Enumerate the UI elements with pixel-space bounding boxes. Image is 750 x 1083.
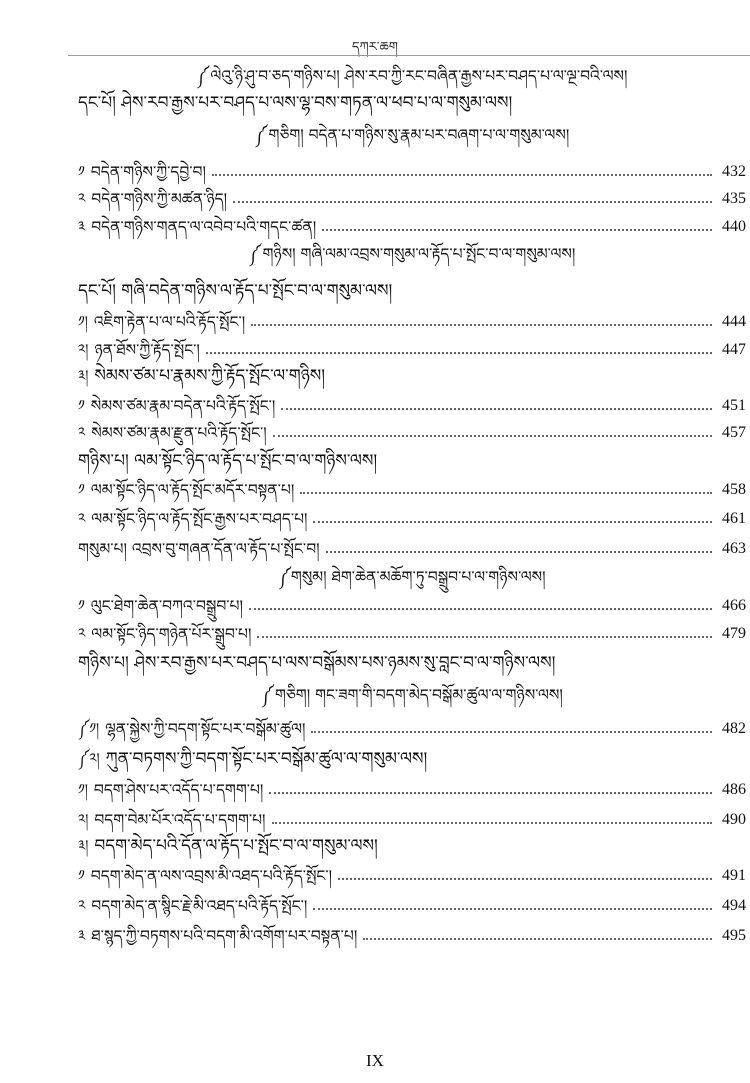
page-number-roman: IX bbox=[366, 1051, 384, 1070]
toc-entry-marker: ༡ bbox=[78, 398, 85, 414]
toc-entry-label: ལུང་ཐེག་ཆེན་བཀའ་བསྒྲུབ་པ། bbox=[90, 597, 243, 615]
toc-entry-marker: ༣། bbox=[78, 838, 89, 854]
toc-entry-label: བདེན་གཉིས་ཀྱི་མཚན་ཉིད། bbox=[91, 190, 228, 208]
toc-entry-label: གསུམ་པ། འབྲས་བུ་གཞན་དོན་ལ་རྟོད་པ་སྤོང་བ། bbox=[78, 540, 320, 558]
toc-entry-marker: ༢ bbox=[78, 511, 86, 527]
toc-entry-label: ༼གསུམ། ཐེག་ཆེན་མཆོག་ཏུ་བསྒྲུབ་པ་ལ་གཉིས་ལས། bbox=[278, 568, 546, 586]
toc-page-number: 495 bbox=[722, 927, 746, 944]
toc-page-number: 440 bbox=[722, 218, 746, 235]
toc-entry bbox=[78, 306, 746, 332]
toc-section-heading bbox=[78, 679, 746, 705]
toc-entry-marker: ༡། bbox=[78, 782, 88, 798]
toc-section-heading bbox=[78, 119, 746, 145]
toc-page-number: 458 bbox=[722, 481, 746, 498]
toc-entry-marker: ༢ bbox=[78, 898, 86, 914]
toc-entry-marker: ༢ bbox=[78, 425, 86, 441]
toc-entry bbox=[78, 920, 746, 946]
toc-page-number: 486 bbox=[722, 781, 746, 798]
toc-section-heading bbox=[78, 60, 746, 86]
toc-entry-label: དང་པོ། གཞི་བདེན་གཉིས་ལ་རྟོད་པ་སྤོང་བ་ལ་གསུམ་ལས། bbox=[78, 281, 393, 301]
toc-entry bbox=[78, 156, 746, 182]
toc-entry-label: བདག་མེད་པའི་དོན་ལ་རྟོད་པ་སྤོང་བ་ལ་གསུམ་ལས། bbox=[94, 836, 378, 856]
toc-entry bbox=[78, 774, 746, 800]
toc-entry-marker: ༼༡། bbox=[78, 721, 100, 737]
dot-leader bbox=[249, 608, 712, 610]
toc-entry-label: ༼གཅིག། གང་ཟག་གི་བདག་མེད་བསྒོམ་ཚུལ་ལ་གཉིས་ལས། bbox=[261, 686, 563, 704]
toc-entry-marker: ༢ bbox=[78, 191, 86, 207]
toc-entry-label: བདེན་གཉིས་ཀྱི་དབྱེ་བ། bbox=[90, 163, 206, 181]
toc-heading bbox=[78, 275, 746, 301]
dot-leader bbox=[313, 521, 712, 523]
dot-leader bbox=[311, 731, 712, 733]
toc-entry bbox=[78, 804, 746, 830]
toc-page-number: 494 bbox=[722, 897, 746, 914]
toc-entry-label: བདག་བེམ་པོར་འདོད་པ་དགག་པ། bbox=[94, 811, 266, 829]
toc-heading bbox=[78, 647, 746, 673]
toc-entry bbox=[78, 390, 746, 416]
toc-heading bbox=[78, 830, 746, 856]
dot-leader bbox=[338, 878, 712, 880]
toc-page-number: 451 bbox=[722, 397, 746, 414]
toc-entry-label: བདག་མེད་ན་སྙིང་རྗེ་མི་འཐད་པའི་རྟོད་སྤོང་། bbox=[91, 897, 308, 915]
toc-page-number: 466 bbox=[722, 597, 746, 614]
toc-entry-label: བདག་མེད་ན་ལས་འབྲས་མི་འཐད་པའི་རྟོད་སྤོང་། bbox=[90, 867, 333, 885]
toc-entry-label: ༼གཅིག། བདེན་པ་གཉིས་སུ་རྣམ་པར་བཞག་པ་ལ་གསུམ་ལས། bbox=[254, 126, 570, 144]
toc-entry bbox=[78, 334, 746, 360]
dot-leader bbox=[273, 435, 712, 437]
toc-entry-marker: ༡ bbox=[78, 164, 85, 180]
dot-leader bbox=[257, 636, 712, 638]
toc-entry-marker: ༡ bbox=[78, 482, 85, 498]
toc-entry-marker: ༣ bbox=[78, 219, 86, 235]
toc-entry-marker: ༡ bbox=[78, 868, 85, 884]
toc-section-heading bbox=[78, 561, 746, 587]
dot-leader bbox=[281, 408, 712, 410]
toc-entry-marker: ༢། bbox=[78, 342, 89, 358]
toc-entry-label: དང་པོ། ཤེས་རབ་རྒྱས་པར་བཤད་པ་ལས་ལྷ་བས་གཏན་ལ་ཕབ་པ་ལ་གསུམ་ལས། bbox=[78, 93, 513, 113]
toc-page-number: 482 bbox=[722, 720, 746, 737]
toc-entry-marker: ༣ bbox=[78, 928, 86, 944]
toc-entry bbox=[78, 860, 746, 886]
toc-entry bbox=[78, 211, 746, 237]
toc-entry bbox=[78, 618, 746, 644]
toc-entry-label: ཀུན་བཏགས་ཀྱི་བདག་སྟོང་པར་བསྒོམ་ཚུལ་ལ་གསུམ་ལས། bbox=[105, 749, 428, 769]
toc-entry-label: ལྷན་སྐྱེས་ཀྱི་བདག་སྟོང་པར་བསྒོམ་ཚུལ། bbox=[105, 720, 306, 738]
dot-leader bbox=[313, 908, 712, 910]
toc-entry-marker: ༢། bbox=[78, 812, 89, 828]
toc-entry bbox=[78, 183, 746, 209]
dot-leader bbox=[251, 324, 712, 326]
toc-entry-label: བདག་ཤེས་པར་འདོད་པ་དགག་པ། bbox=[93, 781, 264, 799]
toc-page-number: 435 bbox=[722, 190, 746, 207]
toc-entry-label: སེམས་ཙམ་རྣམ་རྫུན་པའི་རྟོད་སྤོང་། bbox=[91, 424, 267, 442]
toc-entry-marker: ༣། bbox=[78, 368, 89, 384]
page-header: དཀར་ཆག bbox=[352, 40, 398, 55]
toc-entry-label: སེམས་ཙམ་རྣམ་བདེན་པའི་རྟོད་སྤོང་། bbox=[90, 397, 276, 415]
toc-heading bbox=[78, 743, 746, 769]
dot-leader bbox=[300, 492, 712, 494]
dot-leader bbox=[212, 174, 712, 176]
toc-entry-marker: ༡། bbox=[78, 314, 88, 330]
toc-entry-label: ལམ་སྟོང་ཉིད་ལ་རྟོད་སྤོང་རྒྱས་པར་བཤད་པ། bbox=[91, 510, 308, 528]
toc-entry-marker: ༢ bbox=[78, 626, 86, 642]
toc-entry-label: ༼གཉིས། གཞི་ལམ་འབྲས་གསུམ་ལ་རྟོད་པ་སྤོང་བ་ལ་གསུམ་ལས། bbox=[248, 245, 576, 263]
toc-section-heading bbox=[78, 238, 746, 264]
toc-entry-label: ལམ་སྟོང་ཉིད་གཉེན་པོར་སྒྲུབ་པ། bbox=[91, 625, 252, 643]
header-rule bbox=[68, 55, 750, 56]
toc-entry-label: གཉིས་པ། ཤེས་རབ་རྒྱས་པར་བཤད་པ་ལས་བསྒོམས་པས་ཉམས་སུ་བླང་བ་ལ་གཉིས་ལས། bbox=[78, 653, 556, 673]
toc-page-number: 461 bbox=[722, 510, 746, 527]
toc-page-number: 463 bbox=[722, 540, 746, 557]
toc-entry-marker: ༼༢། bbox=[78, 751, 100, 767]
toc-entry bbox=[78, 417, 746, 443]
toc-page-number: 490 bbox=[722, 811, 746, 828]
toc-entry bbox=[78, 503, 746, 529]
toc-entry-label: ༼ལེའུ་ཉི་ཤུ་བ་ཅད་གཉིས་པ། ཤེས་རབ་ཀྱི་རང་བཞིན་རྒྱས་པར་བཤད་པ་ལ་ལྔ་བའི་ལས། bbox=[196, 67, 628, 85]
toc-heading bbox=[78, 445, 746, 471]
toc-entry-label: གཉིས་པ། ལམ་སྟོང་ཉིད་ལ་རྟོད་པ་སྤོང་བ་ལ་གཉིས་ལས། bbox=[78, 451, 378, 471]
toc-page-number: 479 bbox=[722, 625, 746, 642]
dot-leader bbox=[233, 201, 712, 203]
toc-entry-label: འཇིག་རྟེན་པ་ལ་པའི་རྟོད་སྤོང་། bbox=[93, 313, 246, 331]
toc-page-number: 432 bbox=[722, 163, 746, 180]
toc-page-number: 447 bbox=[722, 341, 746, 358]
dot-leader bbox=[269, 792, 712, 794]
dot-leader bbox=[322, 229, 712, 231]
toc-entry-label: ལམ་སྟོང་ཉིད་ལ་རྟོད་སྤོང་མདོར་བསྟན་པ། bbox=[90, 481, 295, 499]
dot-leader bbox=[272, 822, 713, 824]
toc-page-number: 491 bbox=[722, 867, 746, 884]
toc-entry bbox=[78, 890, 746, 916]
toc-entry-marker: ༡ bbox=[78, 598, 85, 614]
toc-heading bbox=[78, 360, 746, 386]
dot-leader bbox=[326, 551, 712, 553]
dot-leader bbox=[206, 352, 712, 354]
toc-entry bbox=[78, 713, 746, 739]
toc-entry bbox=[78, 474, 746, 500]
toc-entry bbox=[78, 590, 746, 616]
dot-leader bbox=[363, 938, 712, 940]
toc-entry-label: བདེན་གཉིས་གནད་ལ་འབེབ་པའི་གདང་ཚན། bbox=[91, 218, 317, 236]
toc-entry-label: ཐ་སྙད་ཀྱི་བཏགས་པའི་བདག་མི་འགོག་པར་བསྟན་པ། bbox=[91, 927, 358, 945]
toc-entry-label: སེམས་ཙམ་པ་རྣམས་ཀྱི་རྟོད་སྤོང་ལ་གཉིས། bbox=[94, 366, 326, 386]
toc-page-number: 457 bbox=[722, 424, 746, 441]
toc-heading bbox=[78, 87, 746, 113]
toc-page-number: 444 bbox=[722, 313, 746, 330]
toc-entry bbox=[78, 533, 746, 559]
toc-entry-label: ཉན་ཐོས་ཀྱི་རྟོད་སྤོང་། bbox=[94, 341, 200, 359]
